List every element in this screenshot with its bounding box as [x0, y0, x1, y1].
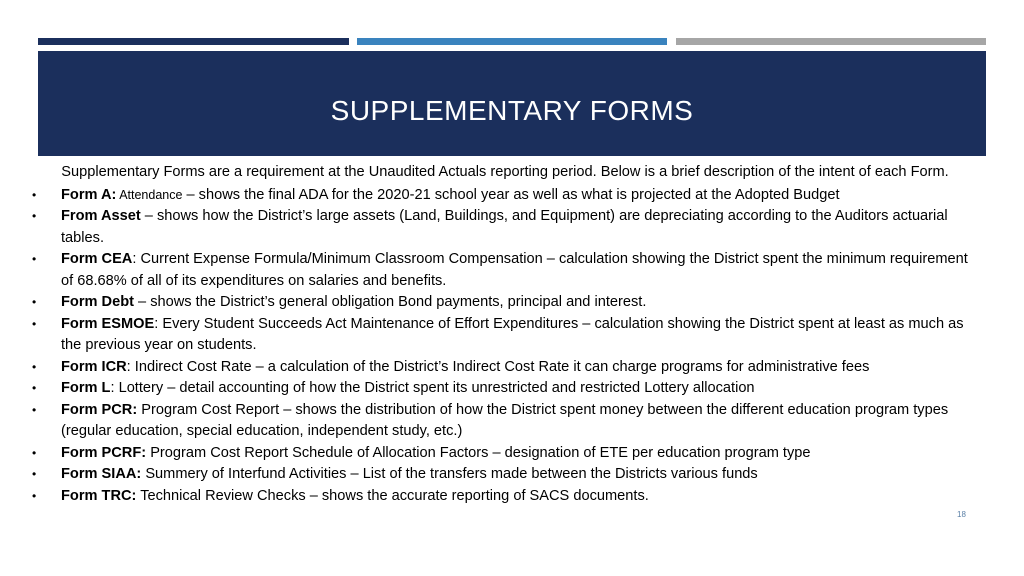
intro-paragraph: Supplementary Forms are a requirement at the Unaudited Actuals reporting period. Below is a brief description of the intent of each Form.: [61, 164, 949, 180]
list-item: [30, 400, 980, 443]
form-name: From Asset: [61, 208, 141, 224]
form-description: Program Cost Report – shows the distribution of how the District spent money between the different education program types (regular education, special education, independent study, etc.): [61, 401, 949, 439]
bullet-icon: •: [32, 445, 37, 460]
title-banner: [38, 51, 986, 156]
list-item: [30, 314, 980, 357]
form-description: – shows how the District’s large assets (Land, Buildings, and Equipment) are depreciating according to the Auditors actuarial tables.: [61, 208, 948, 246]
form-name: Form ICR: [61, 358, 127, 375]
form-name: Form CEA: [61, 251, 133, 267]
bullet-icon: •: [32, 252, 37, 266]
list-item: [30, 185, 980, 207]
bullet-icon: •: [32, 187, 37, 202]
form-name: Form L: [61, 380, 111, 396]
bullet-icon: •: [32, 209, 37, 223]
bullet-icon: •: [32, 295, 37, 309]
bullet-icon: •: [32, 488, 37, 503]
form-description: Technical Review Checks – shows the accurate reporting of SACS documents.: [136, 487, 649, 504]
page-number: 18: [957, 510, 966, 519]
list-item: [30, 249, 980, 292]
form-description: Summery of Interfund Activities – List of the transfers made between the Districts various funds: [141, 466, 758, 482]
form-description: : Every Student Succeeds Act Maintenance of Effort Expenditures – calculation showing the District spent at least as much as the previous year on students.: [61, 315, 964, 353]
slide-title: SUPPLEMENTARY FORMS: [330, 94, 694, 126]
form-name: Form SIAA:: [61, 466, 142, 482]
list-item: [30, 292, 980, 314]
form-name: Form A:: [61, 186, 117, 203]
form-name: Form PCR:: [61, 401, 138, 418]
top-bar-dark: [38, 38, 349, 45]
form-subject: Attendance: [116, 187, 183, 202]
bullet-icon: •: [32, 381, 37, 395]
bullet-icon: •: [32, 402, 37, 417]
list-item: [30, 486, 980, 508]
form-description: – shows the final ADA for the 2020-21 school year as well as what is projected at the Adopted Budget: [182, 186, 840, 203]
bullet-icon: •: [32, 359, 37, 374]
list-item: [30, 464, 980, 486]
form-name: Form Debt: [61, 294, 134, 310]
form-name: Form ESMOE: [61, 315, 155, 332]
form-description: Program Cost Report Schedule of Allocation Factors – designation of ETE per education program type: [146, 444, 811, 461]
top-bar-gray: [676, 38, 986, 45]
list-item: [30, 357, 980, 379]
bullet-icon: •: [32, 316, 37, 331]
form-description: : Lottery – detail accounting of how the District spent its unrestricted and restricted Lottery allocation: [110, 380, 755, 396]
form-description: – shows the District’s general obligation Bond payments, principal and interest.: [133, 294, 647, 310]
form-description: : Current Expense Formula/Minimum Classroom Compensation – calculation showing the District spent the minimum requirement of 68.68% of all of its expenditures on salaries and benefits.: [61, 251, 968, 289]
list-item: [30, 206, 980, 249]
slide-content: [30, 162, 980, 507]
form-description: : Indirect Cost Rate – a calculation of the District’s Indirect Cost Rate it can charge programs for administrative fees: [126, 358, 870, 375]
bullet-icon: •: [32, 467, 37, 481]
list-item: [30, 443, 980, 465]
top-bar-blue: [357, 38, 667, 45]
form-name: Form TRC:: [61, 487, 137, 504]
list-item: [30, 378, 980, 400]
forms-list: [30, 185, 980, 508]
form-name: Form PCRF:: [61, 444, 147, 461]
